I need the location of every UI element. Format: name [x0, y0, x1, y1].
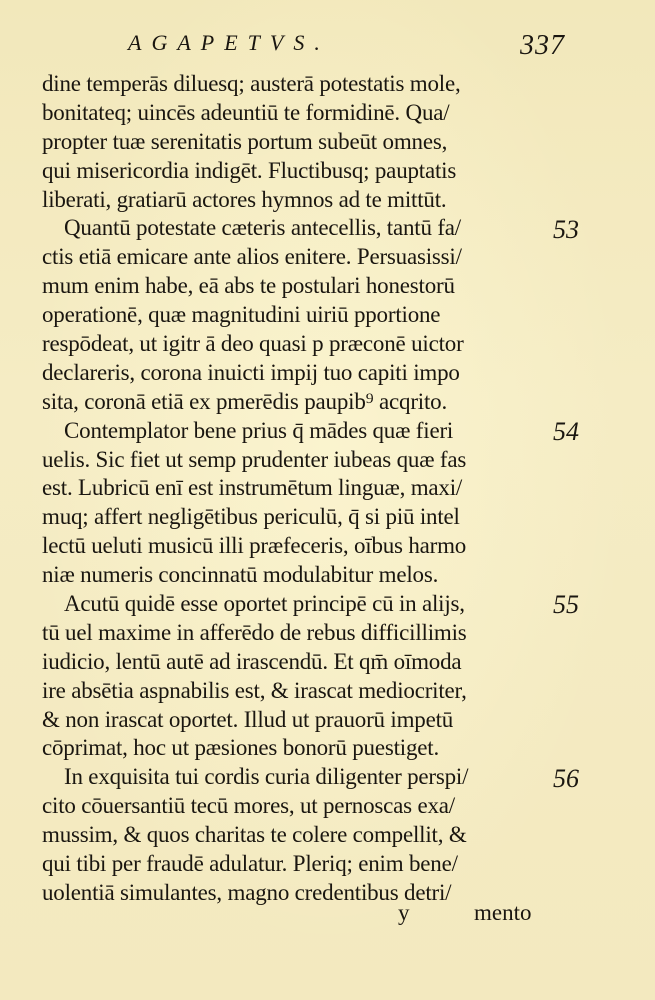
text-line: Quantū potestate cæteris antecellis, tantū fa/ — [64, 215, 461, 241]
margin-section-number: 56 — [553, 763, 579, 793]
running-head: AGAPETVS. — [128, 30, 330, 55]
margin-section-number: 55 — [553, 590, 579, 620]
text-line: tū uel maxime in afferēdo de rebus difficillimis — [42, 619, 467, 645]
text-line: qui misericordia indigēt. Fluctibusq; pauptatis — [42, 157, 457, 183]
text-line: mum enim habe, eā abs te postulari honestorū — [42, 273, 455, 299]
text-line: lectū ueluti musicū illi præfeceris, oībus harmo — [42, 533, 467, 559]
text-line: uelis. Sic fiet ut semp prudenter iubeas quæ fas — [42, 446, 467, 472]
margin-section-number: 54 — [553, 416, 579, 446]
text-line: In exquisita tui cordis curia diligenter perspi/ — [64, 764, 469, 790]
text-line: & non irascat oportet. Illud ut prauorū impetū — [42, 706, 454, 732]
text-line: cito cōuersantiū tecū mores, ut pernoscas exa/ — [42, 793, 455, 819]
catchword: mento — [474, 900, 532, 925]
text-line: propter tuæ serenitatis portum subeūt omnes, — [42, 128, 448, 154]
text-line: dine temperās diluesq; austerā potestatis mole, — [42, 71, 461, 96]
text-line: operationē, quæ magnitudini uiriū pportione — [42, 302, 441, 328]
text-line: ire absētia aspnabilis est, & irascat mediocriter, — [42, 677, 467, 703]
text-line: liberati, gratiarū actores hymnos ad te mittūt. — [42, 186, 447, 212]
text-line: cōprimat, hoc ut pæsiones bonorū puestiget. — [42, 735, 440, 761]
signature-mark: y — [398, 900, 410, 925]
text-line: sita, coronā etiā ex pmerēdis paupib⁹ acqrito. — [42, 388, 448, 414]
text-line: Acutū quidē esse oportet principē cū in alijs, — [64, 591, 465, 617]
text-line: est. Lubricū enī est instrumētum linguæ, maxi/ — [42, 475, 463, 501]
margin-section-number: 53 — [553, 214, 579, 244]
text-line: niæ numeris concinnatū modulabitur melos. — [42, 562, 439, 588]
text-line: Contemplator bene prius q̄ mādes quæ fieri — [64, 417, 454, 443]
text-line: ctis etiā emicare ante alios enitere. Persuasissi/ — [42, 244, 462, 270]
page-number: 337 — [520, 30, 565, 61]
body-text — [42, 70, 552, 908]
text-line: respōdeat, ut igitr ā deo quasi p præconē uictor — [42, 331, 464, 357]
text-line: muq; affert negligētibus periculū, q̄ si piū intel — [42, 504, 460, 530]
text-line: bonitateq; uincēs adeuntiū te formidinē. Qua/ — [42, 99, 450, 125]
text-line: uolentiā simulantes, magno credentibus detri/ — [42, 879, 452, 905]
text-line: declareris, corona inuicti impij tuo capiti impo — [42, 359, 460, 385]
text-line: mussim, & quos charitas te colere compellit, & — [42, 822, 467, 848]
text-line: qui tibi per fraudē adulatur. Pleriq; enim bene/ — [42, 851, 458, 877]
text-line: iudicio, lentū autē ad irascendū. Et qm̄ oīmoda — [42, 648, 462, 674]
